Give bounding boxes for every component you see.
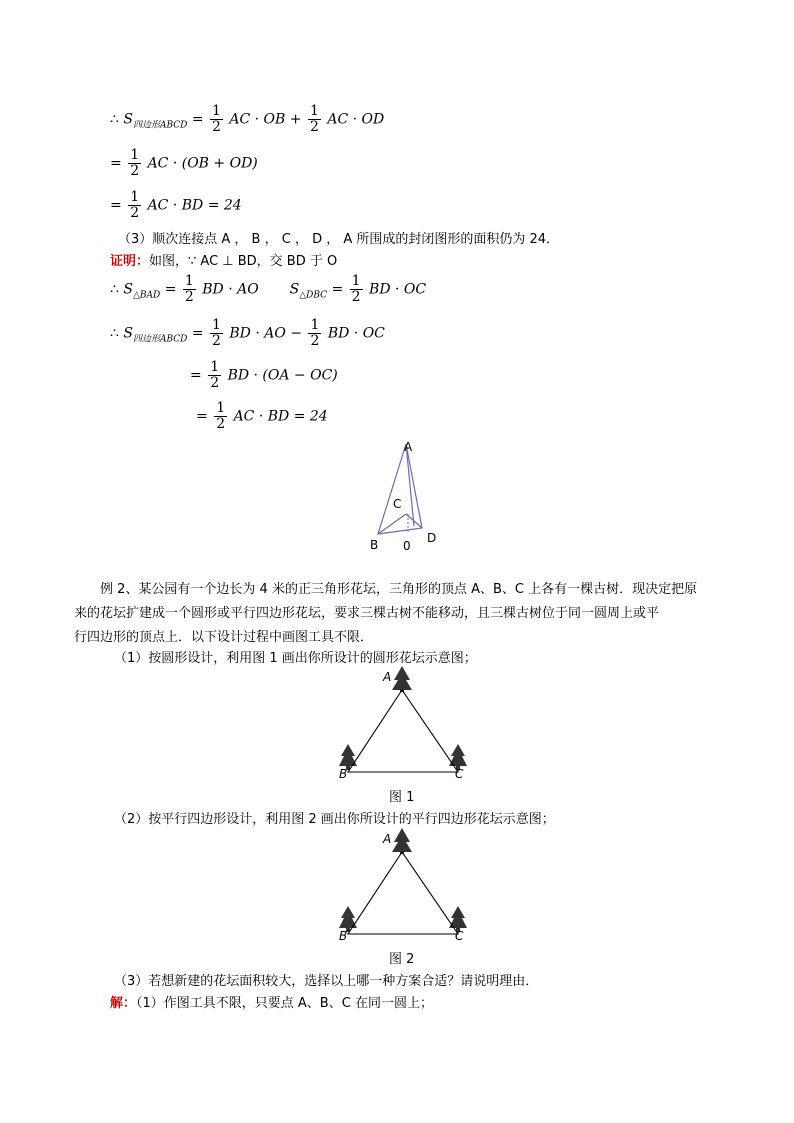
figure-2-caption: 图 2	[389, 952, 415, 967]
fraction-half	[214, 401, 227, 432]
frac-num: 1	[130, 147, 140, 163]
therefore-symbol: ∴	[110, 325, 119, 342]
question-2: （2）按平行四边形设计，利用图 2 画出你所设计的平行四边形花坛示意图；	[114, 812, 555, 827]
formula-line-7	[110, 318, 385, 349]
fraction-half	[210, 318, 223, 349]
formula-line-6	[110, 274, 426, 305]
label-c: C	[455, 929, 464, 943]
question-1: （1）按圆形设计，利用图 1 画出你所设计的圆形花坛示意图；	[114, 651, 477, 666]
term: BD · OC	[369, 281, 427, 298]
proof-text: 如图，∵ AC ⊥ BD，交 BD 于 O	[149, 254, 338, 269]
solution-text: （1）作图工具不限，只要点 A、B、C 在同一圆上；	[136, 996, 433, 1011]
frac-den: 2	[310, 333, 320, 349]
label-a: A	[383, 670, 392, 684]
term: AC · BD = 24	[147, 197, 242, 214]
therefore-symbol: ∴	[110, 111, 119, 128]
fraction-half	[308, 104, 321, 135]
triangle-abc	[348, 852, 458, 934]
term: AC · (OB + OD)	[147, 155, 258, 172]
fraction-half	[350, 274, 363, 305]
equals: =	[191, 325, 204, 342]
proof-line	[110, 250, 337, 269]
frac-num: 1	[351, 273, 361, 289]
label-d: D	[427, 531, 437, 545]
equals: =	[190, 367, 202, 384]
example-para-3: 行四边形的顶点上．以下设计过程中画图工具不限．	[74, 630, 374, 645]
formula-line-9	[196, 401, 328, 432]
frac-den: 2	[212, 119, 221, 135]
term: BD · OC	[327, 325, 385, 342]
label-b: B	[339, 929, 348, 943]
frac-den: 2	[130, 163, 140, 179]
tree-icon	[392, 666, 412, 692]
fraction-half	[210, 104, 223, 135]
triangle-figure-1	[330, 664, 480, 784]
frac-den: 2	[351, 289, 361, 305]
formula-line-8	[190, 360, 338, 391]
fraction-half	[208, 360, 221, 391]
frac-num: 1	[212, 317, 221, 333]
frac-den: 2	[212, 333, 221, 349]
frac-num: 1	[216, 400, 226, 416]
equals: =	[331, 281, 344, 298]
term: AC · OD	[327, 111, 385, 128]
fraction-half	[128, 190, 141, 221]
therefore-symbol: ∴	[110, 281, 119, 298]
example-para-1: 例 2、某公园有一个边长为 4 米的正三角形花坛，三角形的顶点 A、B、C 上各有一棵古树．现决定把原	[100, 582, 698, 597]
equals: =	[110, 155, 122, 172]
triangle-figure-2	[330, 826, 480, 946]
area-symbol: S	[123, 111, 133, 128]
term: BD · AO −	[229, 325, 303, 342]
segment-ac	[406, 444, 414, 526]
frac-den: 2	[216, 416, 226, 432]
triangle-abc	[348, 690, 458, 772]
equals: =	[164, 281, 177, 298]
fraction-half	[183, 274, 196, 305]
tree-icon	[392, 828, 412, 854]
area-symbol: S	[123, 325, 133, 342]
frac-num: 1	[210, 359, 220, 375]
equals: =	[110, 197, 122, 214]
equals: =	[196, 408, 208, 425]
term: BD · (OA − OC)	[227, 367, 338, 384]
area-symbol: S	[289, 281, 300, 298]
frac-den: 2	[130, 205, 140, 221]
label-c: C	[393, 497, 402, 511]
quadrilateral-figure	[360, 436, 450, 556]
frac-num: 1	[212, 103, 221, 119]
area-subscript: △BAD	[132, 290, 161, 301]
proof-label: 证明：	[110, 254, 150, 269]
question-3: （3）若想新建的花坛面积较大，选择以上哪一种方案合适？请说明理由．	[114, 974, 539, 989]
solution-label: 解：	[110, 996, 137, 1011]
term: AC · OB +	[229, 111, 302, 128]
frac-num: 1	[310, 317, 320, 333]
frac-num: 1	[130, 189, 140, 205]
area-subscript: △DBC	[299, 290, 328, 301]
fraction-half	[308, 318, 321, 349]
label-b: B	[339, 767, 348, 781]
figure-1-caption: 图 1	[389, 790, 415, 805]
area-subscript: 四边形ABCD	[132, 120, 188, 131]
label-o: 0	[403, 539, 411, 553]
fraction-half	[128, 148, 141, 179]
equals: =	[191, 111, 204, 128]
term: BD · AO	[202, 281, 259, 298]
frac-den: 2	[184, 289, 194, 305]
area-subscript: 四边形ABCD	[132, 334, 188, 345]
frac-num: 1	[309, 103, 319, 119]
formula-line-3	[110, 190, 242, 221]
label-b: B	[370, 538, 379, 552]
statement-3: （3）顺次连接点 A ， B ， C ， D ， A 所围成的封闭图形的面积仍为 24．	[118, 232, 560, 247]
formula-line-1	[110, 104, 384, 135]
frac-den: 2	[210, 375, 220, 391]
term: AC · BD = 24	[233, 408, 328, 425]
label-c: C	[455, 767, 464, 781]
formula-line-2	[110, 148, 258, 179]
area-symbol: S	[123, 281, 133, 298]
label-a: A	[404, 440, 413, 454]
frac-num: 1	[184, 273, 194, 289]
quad-outline-abd	[378, 444, 422, 534]
solution-line	[110, 992, 433, 1011]
example-para-2: 来的花坛扩建成一个圆形或平行四边形花坛，要求三棵古树不能移动，且三棵古树位于同一圆周上或平	[74, 606, 660, 621]
frac-den: 2	[309, 119, 319, 135]
label-a: A	[383, 832, 392, 846]
